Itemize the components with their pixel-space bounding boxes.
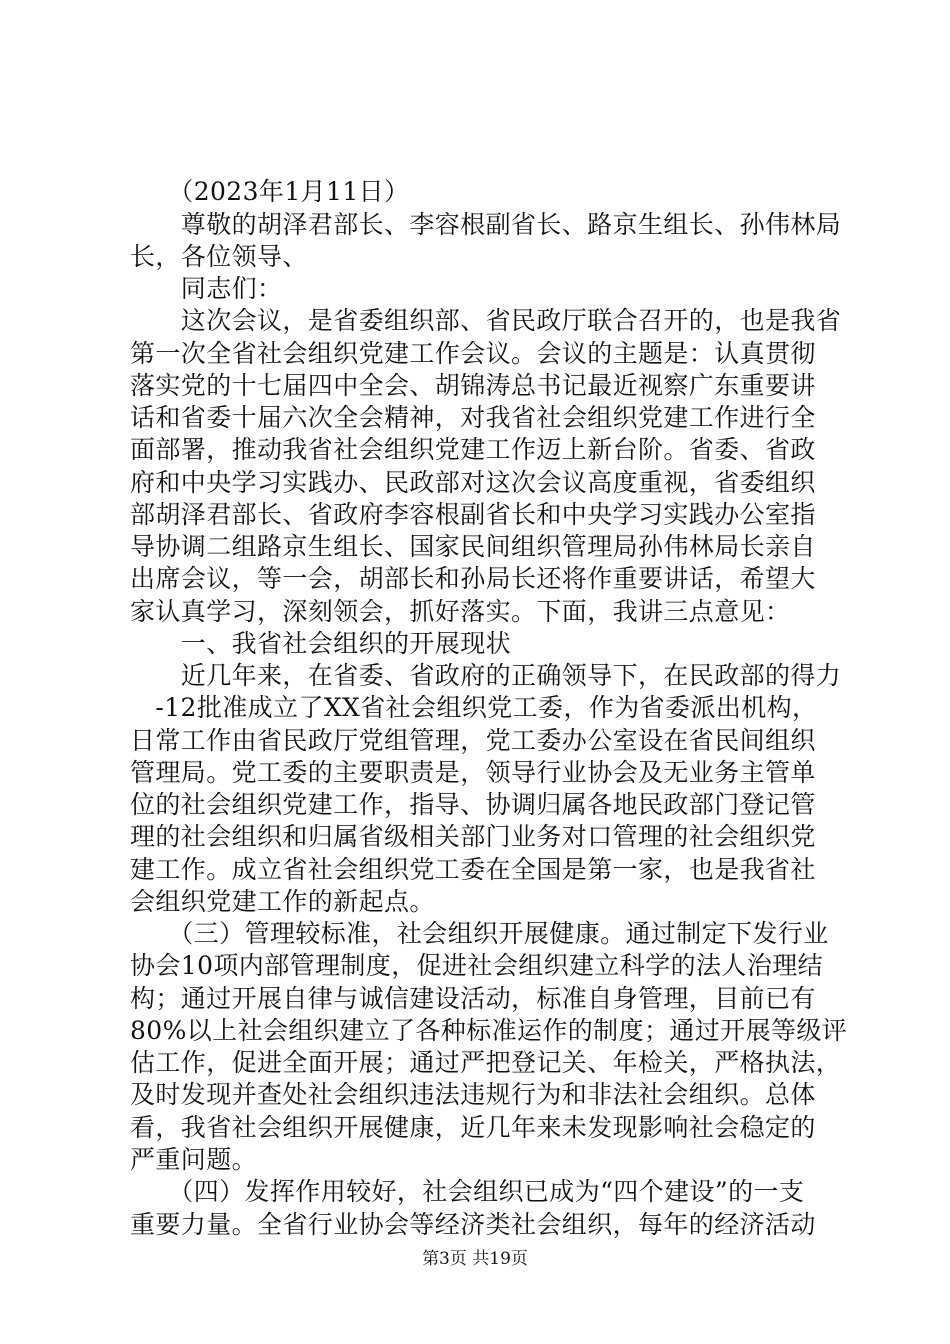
page-number-footer: 第3页 共19页	[422, 1249, 528, 1269]
text-line: 会组织党建工作的新起点。	[130, 887, 435, 916]
text-line: 部胡泽君部长、省政府李容根副省长和中央学习实践办公室指	[130, 500, 816, 529]
text-line: 理的社会组织和归属省级相关部门业务对口管理的社会组织党	[130, 822, 816, 851]
text-line: -12批准成立了XX省社会组织党工委，作为省委派出机构，	[130, 693, 818, 722]
text-line: 长，各位领导、	[130, 242, 308, 271]
text-line: 导协调二组路京生组长、国家民间组织管理局孙伟林局长亲自	[130, 532, 816, 561]
text-line: 第一次全省社会组织党建工作会议。会议的主题是：认真贯彻	[130, 339, 816, 368]
text-line: 80%以上社会组织建立了各种标准运作的制度；通过开展等级评	[130, 1016, 848, 1045]
text-line: 面部署，推动我省社会组织党建工作迈上新台阶。省委、省政	[130, 435, 816, 464]
text-line: 尊敬的胡泽君部长、李容根副省长、路京生组长、孙伟林局	[130, 210, 842, 239]
text-line: 估工作，促进全面开展；通过严把登记关、年检关，严格执法，	[130, 1048, 842, 1077]
text-line: 日常工作由省民政厅党组管理，党工委办公室设在省民间组织	[130, 726, 816, 755]
text-line: 家认真学习，深刻领会，抓好落实。下面，我讲三点意见：	[130, 597, 791, 626]
text-line: 位的社会组织党建工作，指导、协调归属各地民政部门登记管	[130, 790, 816, 819]
text-line: 及时发现并查处社会组织违法违规行为和非法社会组织。总体	[130, 1080, 816, 1109]
text-line: （四）发挥作用较好，社会组织已成为“四个建设”的一支	[130, 1177, 805, 1206]
text-line: 重要力量。全省行业协会等经济类社会组织，每年的经济活动	[130, 1210, 816, 1239]
text-line: 这次会议，是省委组织部、省民政厅联合召开的，也是我省	[130, 306, 842, 335]
text-line: 看，我省社会组织开展健康，近几年来未发现影响社会稳定的	[130, 1113, 816, 1142]
text-line: 管理局。党工委的主要职责是，领导行业协会及无业务主管单	[130, 758, 816, 787]
text-line: 严重问题。	[130, 1145, 258, 1174]
text-line: 构；通过开展自律与诚信建设活动，标准自身管理，目前已有	[130, 984, 816, 1013]
text-line: 近几年来，在省委、省政府的正确领导下，在民政部的得力	[130, 661, 842, 690]
text-line: （2023年1月11日）	[130, 177, 410, 206]
text-line: 建工作。成立省社会组织党工委在全国是第一家，也是我省社	[130, 855, 816, 884]
text-line: 话和省委十届六次全会精神，对我省社会组织党建工作进行全	[130, 403, 816, 432]
text-line: 府和中央学习实践办、民政部对这次会议高度重视，省委组织	[130, 468, 816, 497]
text-line: 同志们：	[130, 274, 283, 303]
text-line: （三）管理较标准，社会组织开展健康。通过制定下发行业	[130, 919, 829, 948]
section-heading: 一、我省社会组织的开展现状	[130, 629, 512, 658]
text-line: 出席会议，等一会，胡部长和孙局长还将作重要讲话，希望大	[130, 564, 816, 593]
text-line: 落实党的十七届四中全会、胡锦涛总书记最近视察广东重要讲	[130, 371, 816, 400]
text-line: 协会10项内部管理制度，促进社会组织建立科学的法人治理结	[130, 951, 824, 980]
